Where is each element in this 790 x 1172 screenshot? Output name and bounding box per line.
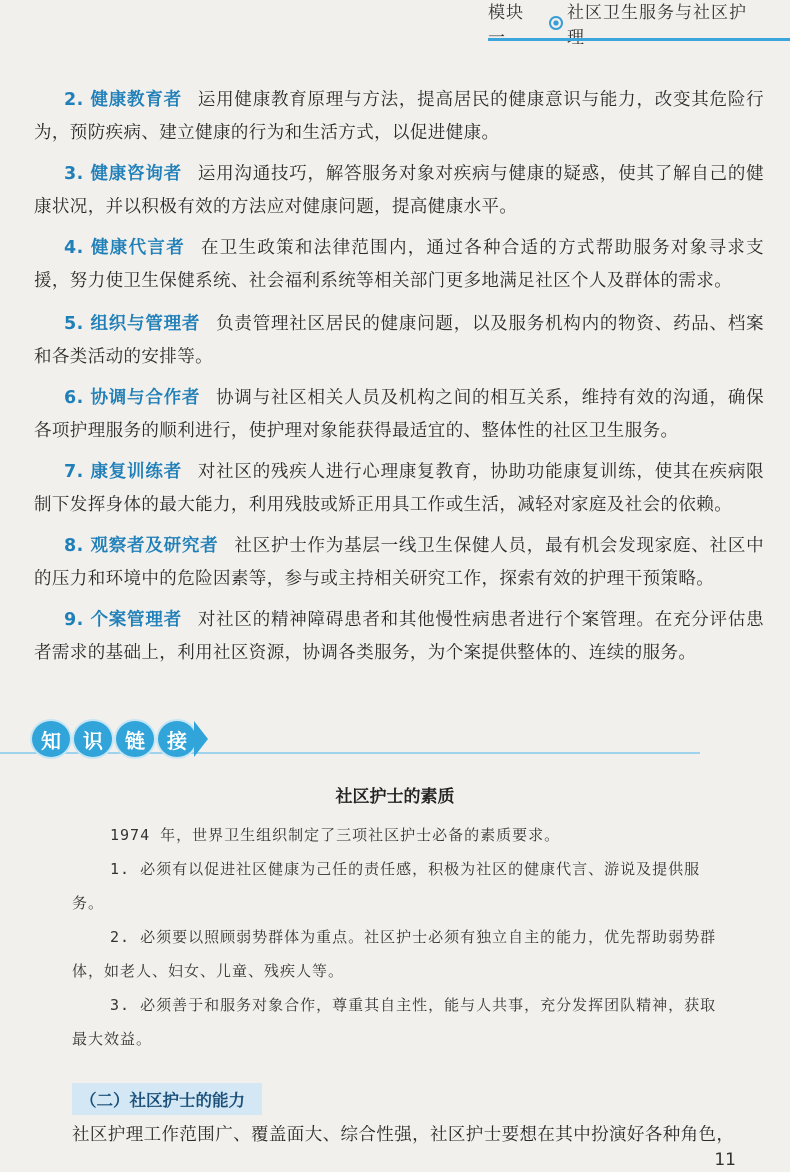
role-title: 5. 组织与管理者 xyxy=(64,314,201,334)
box-paragraph: 1. 必须有以促进社区健康为己任的责任感，积极为社区的健康代言、游说及提供服务。 xyxy=(72,860,701,912)
role-title: 8. 观察者及研究者 xyxy=(64,536,219,556)
banner-char: 接 xyxy=(158,721,196,757)
box-body xyxy=(72,818,732,1056)
banner-char: 知 xyxy=(32,721,70,757)
role-text: 对社区的残疾人进行心理康复教育，协助功能康复训练，使其在疾病限制下发挥身体的最大能力，利用残肢或矫正用具工作或生活，减轻对家庭及社会的依赖。 xyxy=(34,462,764,515)
role-text: 运用健康教育原理与方法，提高居民的健康意识与能力，改变其危险行为，预防疾病、建立健康的行为和生活方式，以促进健康。 xyxy=(34,90,764,143)
page-number: 11 xyxy=(714,1150,736,1170)
box-title: 社区护士的素质 xyxy=(335,787,455,807)
box-paragraph: 2. 必须要以照顾弱势群体为重点。社区护士必须有独立自主的能力，优先帮助弱势群体，如老人、妇女、儿童、残疾人等。 xyxy=(72,928,717,980)
role-text: 协调与社区相关人员及机构之间的相互关系，维持有效的沟通，确保各项护理服务的顺利进行，使护理对象能获得最适宜的、整体性的社区卫生服务。 xyxy=(34,388,764,441)
role-text: 在卫生政策和法律范围内，通过各种合适的方式帮助服务对象寻求支援，努力使卫生保健系统、社会福利系统等相关部门更多地满足社区个人及群体的需求。 xyxy=(34,238,764,291)
banner-arrow-icon xyxy=(194,721,208,757)
role-item xyxy=(34,382,764,448)
target-circle-icon xyxy=(549,16,563,30)
role-text: 对社区的精神障碍患者和其他慢性病患者进行个案管理。在充分评估患者需求的基础上，利用社区资源，协调各类服务，为个案提供整体的、连续的服务。 xyxy=(34,610,764,663)
role-item xyxy=(34,232,764,298)
role-item xyxy=(34,530,764,596)
role-text: 负责管理社区居民的健康问题，以及服务机构内的物资、药品、档案和各类活动的安排等。 xyxy=(34,314,764,367)
role-text: 运用沟通技巧，解答服务对象对疾病与健康的疑惑，使其了解自己的健康状况，并以积极有效的方法应对健康问题，提高健康水平。 xyxy=(34,164,764,217)
role-list xyxy=(34,84,764,670)
role-item xyxy=(34,158,764,224)
role-item xyxy=(34,308,764,374)
role-text: 社区护士作为基层一线卫生保健人员，最有机会发现家庭、社区中的压力和环境中的危险因素等，参与或主持相关研究工作，探索有效的护理干预策略。 xyxy=(34,536,764,589)
role-title: 6. 协调与合作者 xyxy=(64,388,201,408)
role-title: 4. 健康代言者 xyxy=(64,238,185,258)
section-heading: （二）社区护士的能力 xyxy=(72,1083,262,1115)
header-title: 社区卫生服务与社区护 xyxy=(567,3,748,23)
role-title: 3. 健康咨询者 xyxy=(64,164,182,184)
role-title: 7. 康复训练者 xyxy=(64,462,182,482)
knowledge-link-banner xyxy=(32,720,208,758)
role-title: 2. 健康教育者 xyxy=(64,90,182,110)
role-item xyxy=(34,456,764,522)
role-item xyxy=(34,604,764,670)
header-module: 模块 xyxy=(488,3,524,23)
banner-char: 识 xyxy=(74,721,112,757)
running-header xyxy=(488,3,762,38)
role-item xyxy=(34,84,764,150)
role-title: 9. 个案管理者 xyxy=(64,610,182,630)
box-paragraph: 1974 年，世界卫生组织制定了三项社区护士必备的素质要求。 xyxy=(110,826,561,844)
box-paragraph: 3. 必须善于和服务对象合作，尊重其自主性，能与人共事，充分发挥团队精神，获取最大效益。 xyxy=(72,996,717,1048)
banner-char: 链 xyxy=(116,721,154,757)
header-rule xyxy=(488,38,790,41)
section-paragraph: 社区护理工作范围广、覆盖面大、综合性强，社区护士要想在其中扮演好各种角色， xyxy=(72,1125,735,1145)
